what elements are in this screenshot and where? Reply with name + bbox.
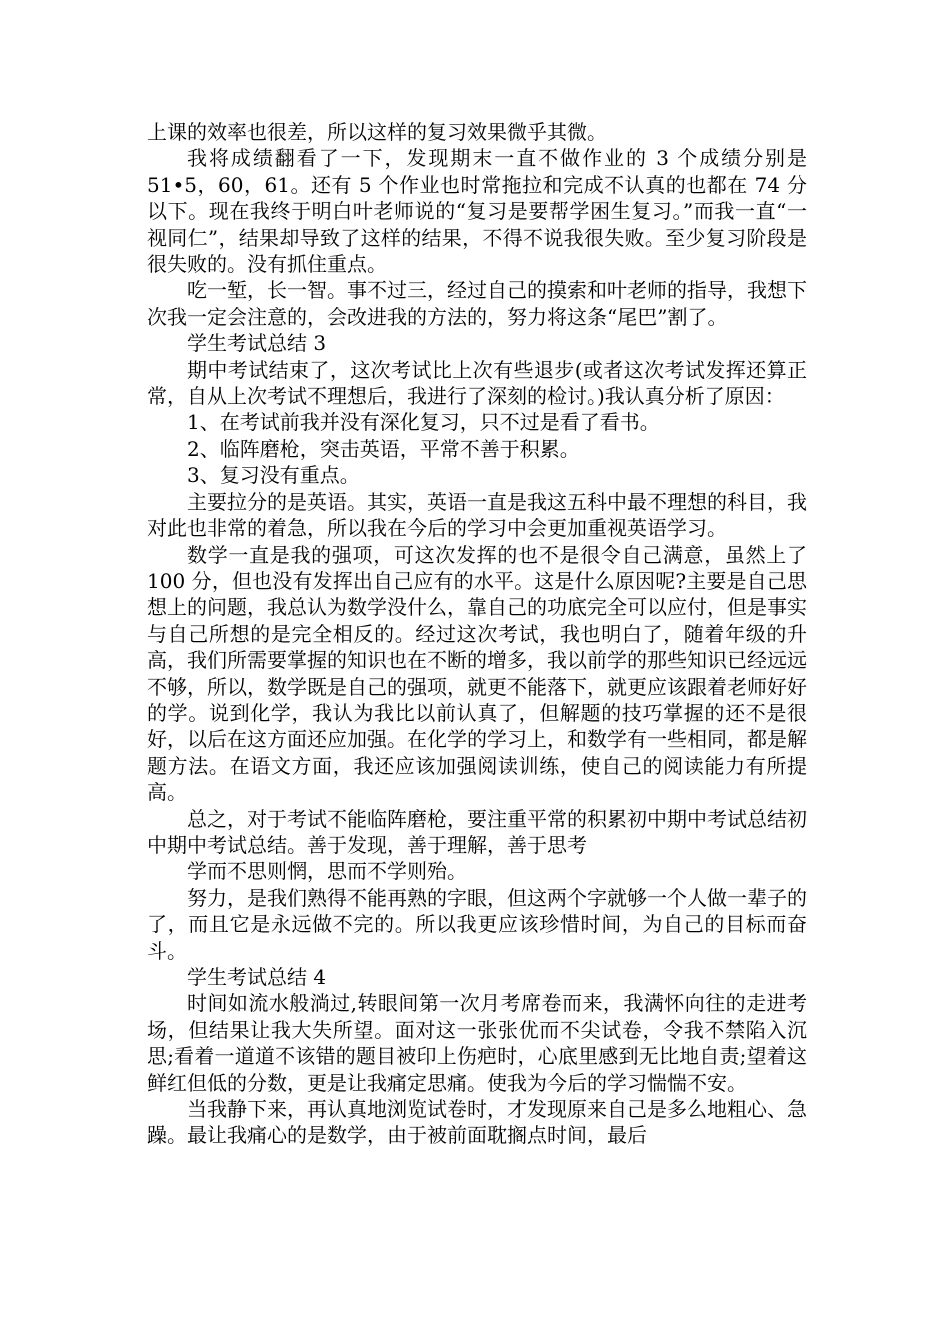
paragraph-english: 主要拉分的是英语。其实，英语一直是我这五科中最不理想的科目，我对此也非常的着急，所以我在今后的学习中会更加重视英语学习。 — [147, 489, 807, 541]
section-heading-4: 学生考试总结 4 — [187, 965, 327, 989]
paragraph-continued: 上课的效率也很差，所以这样的复习效果微乎其微。 — [147, 120, 607, 144]
paragraph-math: 数学一直是我的强项，可这次发挥的也不是很令自己满意，虽然上了 100 分，但也没有发挥出自己应有的水平。这是什么原因呢?主要是自己思想上的问题，我总认为数学没什么，靠自己的功底完全可以应付，但是事实与自己所想的是完全相反的。经过这次考试，我也明白了，随着年级的升高，我们所需要掌握的知识也在不断的增多，我以前学的那些知识已经远远不够，所以，数学既是自己的强项，就更不能落下，就更应该跟着老师好好的学。说到化学，我认为我比以前认真了，但解题的技巧掌握的还不是很好，以后在这方面还应加强。在化学的学习上，和数学有一些相同，都是解题方法。在语文方面，我还应该加强阅读训练，使自己的阅读能力有所提高。 — [147, 542, 807, 805]
paragraph-quote: 学而不思则惘，思而不学则殆。 — [187, 859, 467, 884]
paragraph-lesson: 吃一堑，长一智。事不过三，经过自己的摸索和叶老师的指导，我想下次我一定会注意的，会改进我的方法的，努力将这条“尾巴”割了。 — [147, 278, 807, 329]
paragraph-effort: 努力，是我们熟得不能再熟的字眼，但这两个字就够一个人做一辈子的了，而且它是永远做不完的。所以我更应该珍惜时间，为自己的目标而奋斗。 — [147, 885, 807, 963]
paragraph-midterm: 期中考试结束了，这次考试比上次有些退步(或者这次考试发挥还算正常，自从上次考试不理想后，我进行了深刻的检讨。)我认真分析了原因： — [147, 357, 807, 409]
paragraph-grades: 我将成绩翻看了一下，发现期末一直不做作业的 3 个成绩分别是 51•5，60，61。还有 5 个作业也时常拖拉和完成不认真的也都在 74 分以下。现在我终于明白叶老师说的“复习是要帮学困生复习。”而我一直“一视同仁”，结果却导致了这样的结果，不得不说我很失败。至少复习阶段是很失败的。没有抓住重点。 — [147, 146, 807, 277]
list-item-1: 1、在考试前我并没有深化复习，只不过是看了看书。 — [187, 410, 660, 435]
list-item-2: 2、临阵磨枪，突击英语，平常不善于积累。 — [187, 436, 580, 461]
list-item-3: 3、复习没有重点。 — [187, 463, 360, 488]
section-heading-3: 学生考试总结 3 — [187, 331, 327, 356]
paragraph-summary: 总之，对于考试不能临阵磨枪，要注重平常的积累初中期中考试总结初中期中考试总结。善于发现，善于理解，善于思考 — [147, 806, 807, 857]
document-body — [147, 119, 807, 1149]
paragraph-monthly-exam: 时间如流水般淌过,转眼间第一次月考席卷而来，我满怀向往的走进考场，但结果让我大失所望。面对这一张张优而不尖试卷，令我不禁陷入沉思;看着一道道不该错的题目被印上伤疤时，心底里感到无比地自责;望着这鲜红但低的分数，更是让我痛定思痛。使我为今后的学习惴惴不安。 — [147, 991, 807, 1095]
paragraph-review: 当我静下来，再认真地浏览试卷时，才发现原来自己是多么地粗心、急躁。最让我痛心的是数学，由于被前面耽搁点时间，最后 — [147, 1097, 807, 1148]
